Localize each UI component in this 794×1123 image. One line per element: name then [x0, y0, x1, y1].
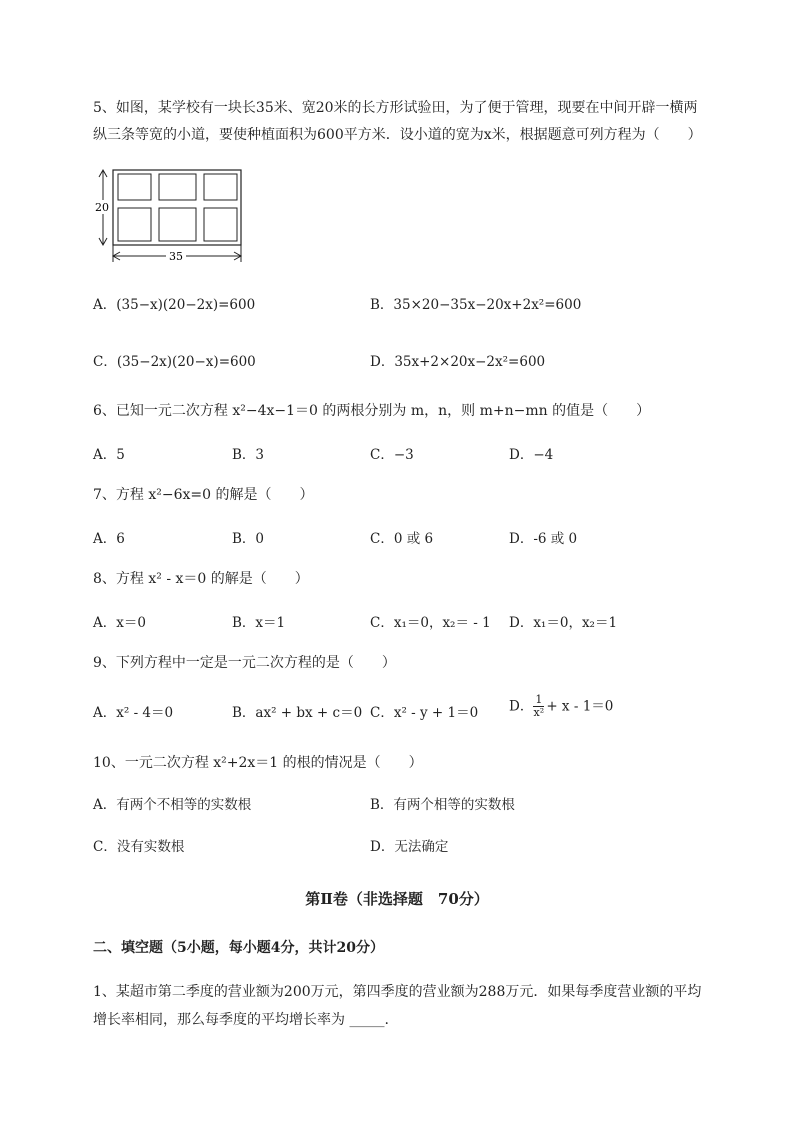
- fill1-line1: 1、某超市第二季度的营业额为200万元，第四季度的营业额为288万元．如果每季度营业额的平均: [93, 984, 702, 1000]
- plot-bottom-right: [204, 208, 237, 241]
- fraction-denominator: x²: [533, 706, 545, 719]
- q10-option-a: A．有两个不相等的实数根: [93, 797, 252, 813]
- q9-option-b: B．ax² + bx + c＝0: [232, 705, 363, 721]
- q5-option-d: D．35x+2×20x−2x²=600: [370, 354, 546, 370]
- q5-stem-line2: 纵三条等宽的小道，要使种植面积为600平方米．设小道的宽为x米，根据题意可列方程为（ ）: [93, 127, 702, 143]
- q6-option-a: A．5: [93, 447, 125, 463]
- q10-option-b: B．有两个相等的实数根: [370, 797, 515, 813]
- q5-option-c: C．(35−2x)(20−x)=600: [93, 354, 256, 370]
- q7-option-a: A．6: [93, 531, 125, 547]
- q7-option-c: C．0 或 6: [370, 531, 434, 547]
- q8-option-b: B．x＝1: [232, 615, 286, 631]
- width-label: 35: [169, 250, 183, 263]
- fraction-numerator: 1: [535, 693, 543, 706]
- q6-option-d: D．−4: [509, 447, 554, 463]
- q9-option-d-fraction: [533, 694, 544, 719]
- q6-stem: 6、已知一元二次方程 x²−4x−1＝0 的两根分别为 m，n，则 m+n−mn 的值是（ ）: [93, 403, 651, 419]
- q8-option-d: D．x₁＝0，x₂＝1: [509, 615, 618, 631]
- q7-option-d: D．-6 或 0: [509, 531, 578, 547]
- fill1-line2: 增长率相同，那么每季度的平均增长率为 _____.: [93, 1012, 389, 1028]
- q7-stem: 7、方程 x²−6x=0 的解是（ ）: [93, 487, 314, 503]
- q5-stem-line1: 5、如图，某学校有一块长35米、宽20米的长方形试验田，为了便于管理，现要在中间开辟一横两: [93, 100, 698, 116]
- q6-option-c: C．−3: [370, 447, 414, 463]
- q9-option-d-prefix: D．: [509, 698, 534, 715]
- q7-option-b: B．0: [232, 531, 265, 547]
- q5-field-diagram: [88, 162, 254, 266]
- q10-option-c: C．没有实数根: [93, 839, 185, 855]
- part2-title: 第Ⅱ卷（非选择题 70分）: [305, 890, 489, 908]
- q8-stem: 8、方程 x² - x＝0 的解是（ ）: [93, 571, 309, 587]
- plot-bottom-left: [118, 208, 151, 241]
- q6-option-b: B．3: [232, 447, 265, 463]
- q9-option-c: C．x² - y + 1＝0: [370, 705, 479, 721]
- plot-bottom-mid: [159, 208, 196, 241]
- q9-stem: 9、下列方程中一定是一元二次方程的是（ ）: [93, 655, 396, 671]
- q8-option-a: A．x＝0: [93, 615, 146, 631]
- plot-top-mid: [159, 174, 196, 200]
- plot-top-left: [118, 174, 151, 200]
- section2-header: 二、填空题（5小题，每小题4分，共计20分）: [93, 940, 384, 956]
- q9-option-d-rest: + x - 1＝0: [546, 698, 614, 715]
- q10-stem: 10、一元二次方程 x²+2x＝1 的根的情况是（ ）: [93, 755, 423, 771]
- plot-top-right: [204, 174, 237, 200]
- q5-option-b: B．35×20−35x−20x+2x²=600: [370, 297, 582, 313]
- q8-option-c: C．x₁＝0，x₂＝ - 1: [370, 615, 491, 631]
- q9-option-d: [509, 694, 613, 719]
- q5-option-a: A．(35−x)(20−2x)=600: [93, 297, 256, 313]
- q10-option-d: D．无法确定: [370, 839, 449, 855]
- height-label: 20: [95, 201, 109, 214]
- q9-option-a: A．x² - 4＝0: [93, 705, 174, 721]
